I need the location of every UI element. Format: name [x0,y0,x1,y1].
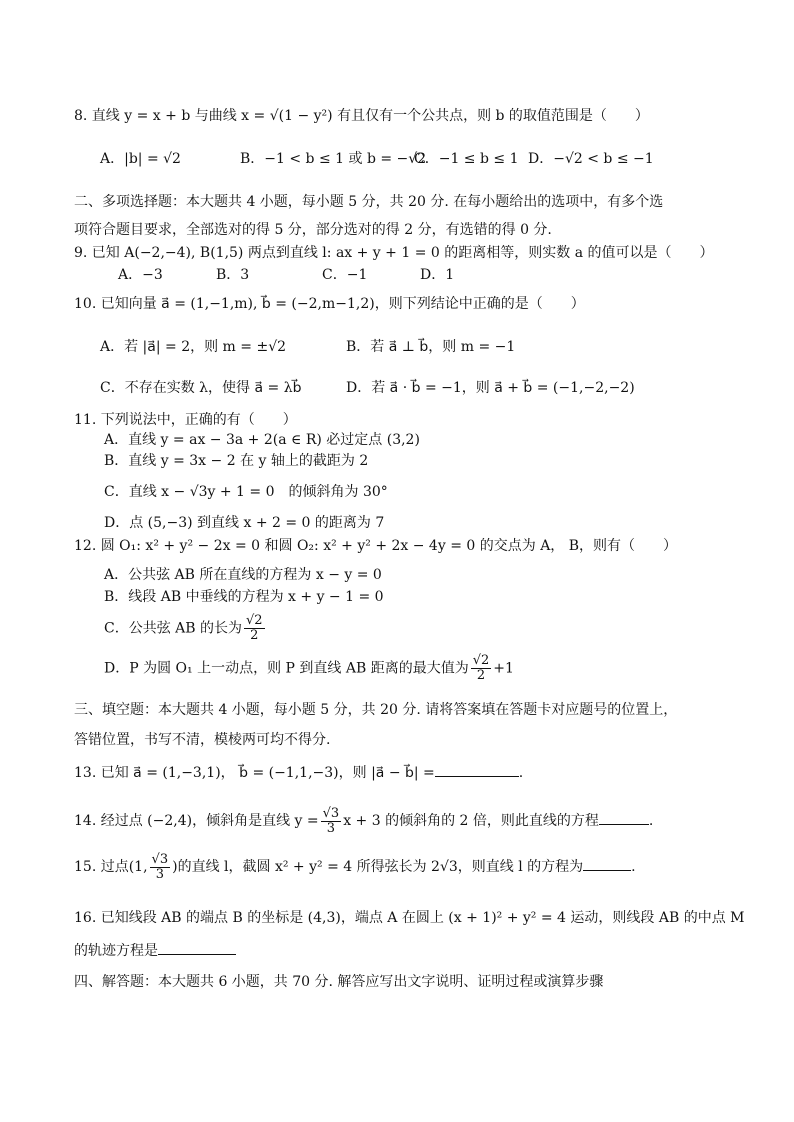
question-8-option-c: C．−1 ≤ b ≤ 1 [414,151,519,167]
fraction-numerator: √3 [322,805,340,821]
question-12-option-c-fraction [244,614,265,643]
question-10-option-c: C．不存在实数 λ，使得 a⃗ = λb⃗ [100,380,302,396]
question-15-text-continued: 的直线 l，截圆 x² + y² = 4 所得弦长为 2√3，则直线 l 的方程为 [177,859,584,875]
fraction-denominator: 2 [250,628,259,643]
question-10-option-d: D．若 a⃗ · b⃗ = −1，则 a⃗ + b⃗ = (−1,−2,−2) [346,380,635,396]
question-11-option-d: D．点 (5,−3) 到直线 x + 2 = 0 的距离为 7 [104,515,385,531]
fraction-numerator: √3 [151,851,169,867]
question-14-fraction [321,807,342,836]
question-8-option-a: A．|b| = √2 [100,151,181,167]
question-13-period: . [518,765,524,781]
question-16-line-2 [74,940,236,961]
question-8-stem: 8. 直线 y = x + b 与曲线 x = √(1 − y²) 有且仅有一个公共点，则 b 的取值范围是（ ） [74,108,649,124]
question-8-option-b: B．−1 < b ≤ 1 或 b = −√2 [240,151,427,167]
question-16-line-1: 16. 已知线段 AB 的端点 B 的坐标是 (4,3)，端点 A 在圆上 (x + 1)² + y² = 4 运动，则线段 AB 的中点 M [74,910,745,926]
question-15-fraction [150,853,171,882]
question-14-text-continued: x + 3 的倾斜角的 2 倍，则此直线的方程 [343,813,599,829]
fraction-denominator: 2 [476,668,486,683]
question-13-text: 13. 已知 a⃗ = (1,−3,1)， b⃗ = (−1,1,−3)，则 |a⃗ − b⃗| = [74,765,435,781]
question-12-option-c [104,614,267,643]
section-3-heading-line-1: 三、填空题：本大题共 4 小题，每小题 5 分，共 20 分. 请将答案填在答题卡对应题号的位置上， [74,702,678,718]
question-9-option-a: A．−3 [118,267,163,283]
section-2-heading-line-2: 项符合题目要求，全部选对的得 5 分，部分选对的得 2 分，有选错的得 0 分. [74,222,552,238]
question-12-option-d-suffix: +1 [493,660,514,677]
question-14-period: . [648,813,654,829]
fraction-denominator: 3 [326,820,336,836]
question-9-stem: 9. 已知 A(−2,−4), B(1,5) 两点到直线 l: ax + y + 1 = 0 的距离相等，则实数 a 的值可以是（ ） [74,245,714,261]
section-2-heading-line-1: 二、多项选择题：本大题共 4 小题，每小题 5 分，共 20 分. 在每小题给出的选项中，有多个选 [74,194,664,210]
question-10-option-b: B．若 a⃗ ⊥ b⃗，则 m = −1 [346,339,516,355]
question-13-answer-blank [435,762,519,777]
question-11-option-a: A．直线 y = ax − 3a + 2(a ∈ R) 必过定点 (3,2) [104,432,420,448]
question-15-point-right: ) [172,859,178,875]
question-10-stem: 10. 已知向量 a⃗ = (1,−1,m), b⃗ = (−2,m−1,2)，则下列结论中正确的是（ ） [74,296,585,312]
section-3-heading-line-2: 答错位置，书写不清，模棱两可均不得分. [74,732,331,748]
question-15 [74,852,636,882]
question-15-point-left: (1, [128,859,148,875]
question-11-option-c: C．直线 x − √3y + 1 = 0 的倾斜角为 30° [104,484,388,500]
question-14-text: 14. 经过点 (−2,4)，倾斜角是直线 y = [74,813,319,829]
fraction-denominator: 3 [155,866,164,882]
question-16-text: 的轨迹方程是 [74,943,158,959]
question-12-option-d-text: D．P 为圆 O₁ 上一动点，则 P 到直线 AB 距离的最大值为 [104,660,469,677]
question-12-stem: 12. 圆 O₁: x² + y² − 2x = 0 和圆 O₂: x² + y² + 2x − 4y = 0 的交点为 A， B，则有（ ） [74,538,678,554]
fraction-numerator: √2 [246,613,263,628]
question-9-option-d: D．1 [420,267,455,283]
question-15-answer-blank [583,856,631,871]
fraction-numerator: √2 [472,653,490,668]
question-15-period: . [631,859,636,875]
question-14 [74,806,653,836]
question-14-answer-blank [599,810,649,825]
question-9-option-b: B．3 [216,267,250,283]
question-8-option-d: D．−√2 < b ≤ −1 [528,151,654,167]
question-13 [74,762,523,783]
question-12-option-a: A．公共弦 AB 所在直线的方程为 x − y = 0 [104,567,382,583]
question-12-option-c-text: C．公共弦 AB 的长为 [104,620,243,637]
question-15-text: 15. 过点 [74,859,129,875]
question-9-option-c: C．−1 [322,267,368,283]
question-12-option-d [104,654,514,683]
question-12-option-d-fraction [471,654,492,683]
question-12-option-b: B．线段 AB 中垂线的方程为 x + y − 1 = 0 [104,589,384,605]
question-11-stem: 11. 下列说法中，正确的有（ ） [74,412,297,428]
section-4-heading: 四、解答题：本大题共 6 小题，共 70 分. 解答应写出文字说明、证明过程或演算步骤 [74,974,604,990]
question-16-answer-blank [158,940,236,955]
question-10-option-a: A．若 |a⃗| = 2，则 m = ±√2 [100,339,287,355]
question-11-option-b: B．直线 y = 3x − 2 在 y 轴上的截距为 2 [104,453,369,469]
